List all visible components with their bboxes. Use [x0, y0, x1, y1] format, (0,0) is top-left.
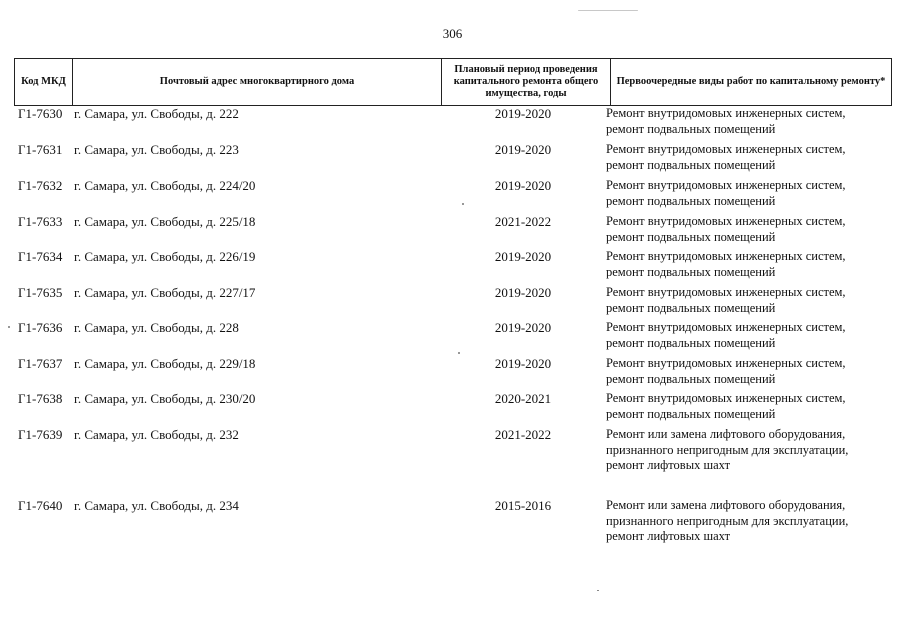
row-works-line: признанного непригодным для эксплуатации,	[606, 442, 849, 457]
row-code: Г1-7633	[18, 214, 63, 229]
row-address: г. Самара, ул. Свободы, д. 232	[74, 427, 239, 442]
row-works-line: ремонт подвальных помещений	[606, 264, 776, 279]
row-code: Г1-7631	[18, 142, 63, 157]
header-code: Код МКД	[15, 59, 73, 105]
scan-speck	[578, 10, 638, 11]
row-works	[606, 214, 896, 245]
row-address: г. Самара, ул. Свободы, д. 223	[74, 142, 239, 157]
row-period: 2019-2020	[494, 356, 552, 371]
row-works-line: ремонт подвальных помещений	[606, 406, 776, 421]
row-period: 2015-2016	[494, 498, 552, 513]
row-code: Г1-7640	[18, 498, 63, 513]
header-period: Плановый период проведения капитального ремонта общего имущества, годы	[442, 59, 611, 105]
row-works-line: Ремонт внутридомовых инженерных систем,	[606, 214, 846, 228]
row-address: г. Самара, ул. Свободы, д. 225/18	[74, 214, 256, 229]
row-period: 2019-2020	[494, 285, 552, 300]
row-period: 2019-2020	[494, 249, 552, 264]
row-works-line: Ремонт внутридомовых инженерных систем,	[606, 142, 846, 156]
row-period: 2021-2022	[494, 427, 552, 442]
row-works	[606, 356, 896, 387]
row-code: Г1-7639	[18, 427, 63, 442]
scan-speck	[458, 352, 460, 354]
row-works	[606, 427, 896, 474]
page-number: 306	[442, 26, 463, 41]
header-works: Первоочередные виды работ по капитальному ремонту*	[616, 76, 886, 87]
table-header	[14, 58, 892, 106]
row-code: Г1-7634	[18, 249, 63, 264]
row-works-line: ремонт лифтовых шахт	[606, 458, 731, 472]
row-address: г. Самара, ул. Свободы, д. 226/19	[74, 249, 256, 264]
row-works-line: ремонт лифтовых шахт	[606, 529, 731, 543]
row-address: г. Самара, ул. Свободы, д. 229/18	[74, 356, 256, 371]
row-works-line: ремонт подвальных помещений	[606, 121, 776, 136]
row-code: Г1-7636	[18, 320, 63, 335]
row-works-line: Ремонт внутридомовых инженерных систем,	[606, 391, 846, 405]
row-address: г. Самара, ул. Свободы, д. 228	[74, 320, 239, 335]
row-code: Г1-7632	[18, 178, 63, 193]
row-works-line: Ремонт внутридомовых инженерных систем,	[606, 178, 846, 192]
row-works-line: ремонт подвальных помещений	[606, 157, 776, 172]
header-address: Почтовый адрес многоквартирного дома	[73, 59, 442, 105]
row-works-line: Ремонт внутридомовых инженерных систем,	[606, 285, 846, 299]
row-works-line: Ремонт или замена лифтового оборудования,	[606, 427, 846, 441]
row-period: 2020-2021	[494, 391, 552, 406]
row-code: Г1-7635	[18, 285, 63, 300]
row-works	[606, 106, 896, 137]
row-works	[606, 249, 896, 280]
row-works-line: Ремонт или замена лифтового оборудования,	[606, 498, 846, 512]
row-works	[606, 178, 896, 209]
row-works-line: Ремонт внутридомовых инженерных систем,	[606, 320, 846, 334]
row-address: г. Самара, ул. Свободы, д. 224/20	[74, 178, 256, 193]
row-works	[606, 391, 896, 422]
row-code: Г1-7638	[18, 391, 63, 406]
row-period: 2019-2020	[494, 106, 552, 121]
row-address: г. Самара, ул. Свободы, д. 230/20	[74, 391, 256, 406]
row-works-line: признанного непригодным для эксплуатации,	[606, 513, 849, 528]
row-works-line: ремонт подвальных помещений	[606, 371, 776, 386]
scan-speck	[8, 326, 10, 328]
row-code: Г1-7630	[18, 106, 63, 121]
row-works-line: Ремонт внутридомовых инженерных систем,	[606, 249, 846, 263]
row-period: 2019-2020	[494, 142, 552, 157]
row-address: г. Самара, ул. Свободы, д. 227/17	[74, 285, 256, 300]
row-works-line: Ремонт внутридомовых инженерных систем,	[606, 356, 846, 370]
row-works	[606, 320, 896, 351]
row-period: 2021-2022	[494, 214, 552, 229]
row-works	[606, 498, 896, 545]
row-works-line: ремонт подвальных помещений	[606, 193, 776, 208]
row-address: г. Самара, ул. Свободы, д. 222	[74, 106, 239, 121]
row-works	[606, 285, 896, 316]
row-works-line: Ремонт внутридомовых инженерных систем,	[606, 106, 846, 120]
row-code: Г1-7637	[18, 356, 63, 371]
row-works-line: ремонт подвальных помещений	[606, 229, 776, 244]
scan-speck	[462, 203, 464, 205]
row-works-line: ремонт подвальных помещений	[606, 300, 776, 315]
row-address: г. Самара, ул. Свободы, д. 234	[74, 498, 239, 513]
row-period: 2019-2020	[494, 320, 552, 335]
row-works	[606, 142, 896, 173]
row-works-line: ремонт подвальных помещений	[606, 335, 776, 350]
row-period: 2019-2020	[494, 178, 552, 193]
scan-speck	[597, 590, 599, 591]
